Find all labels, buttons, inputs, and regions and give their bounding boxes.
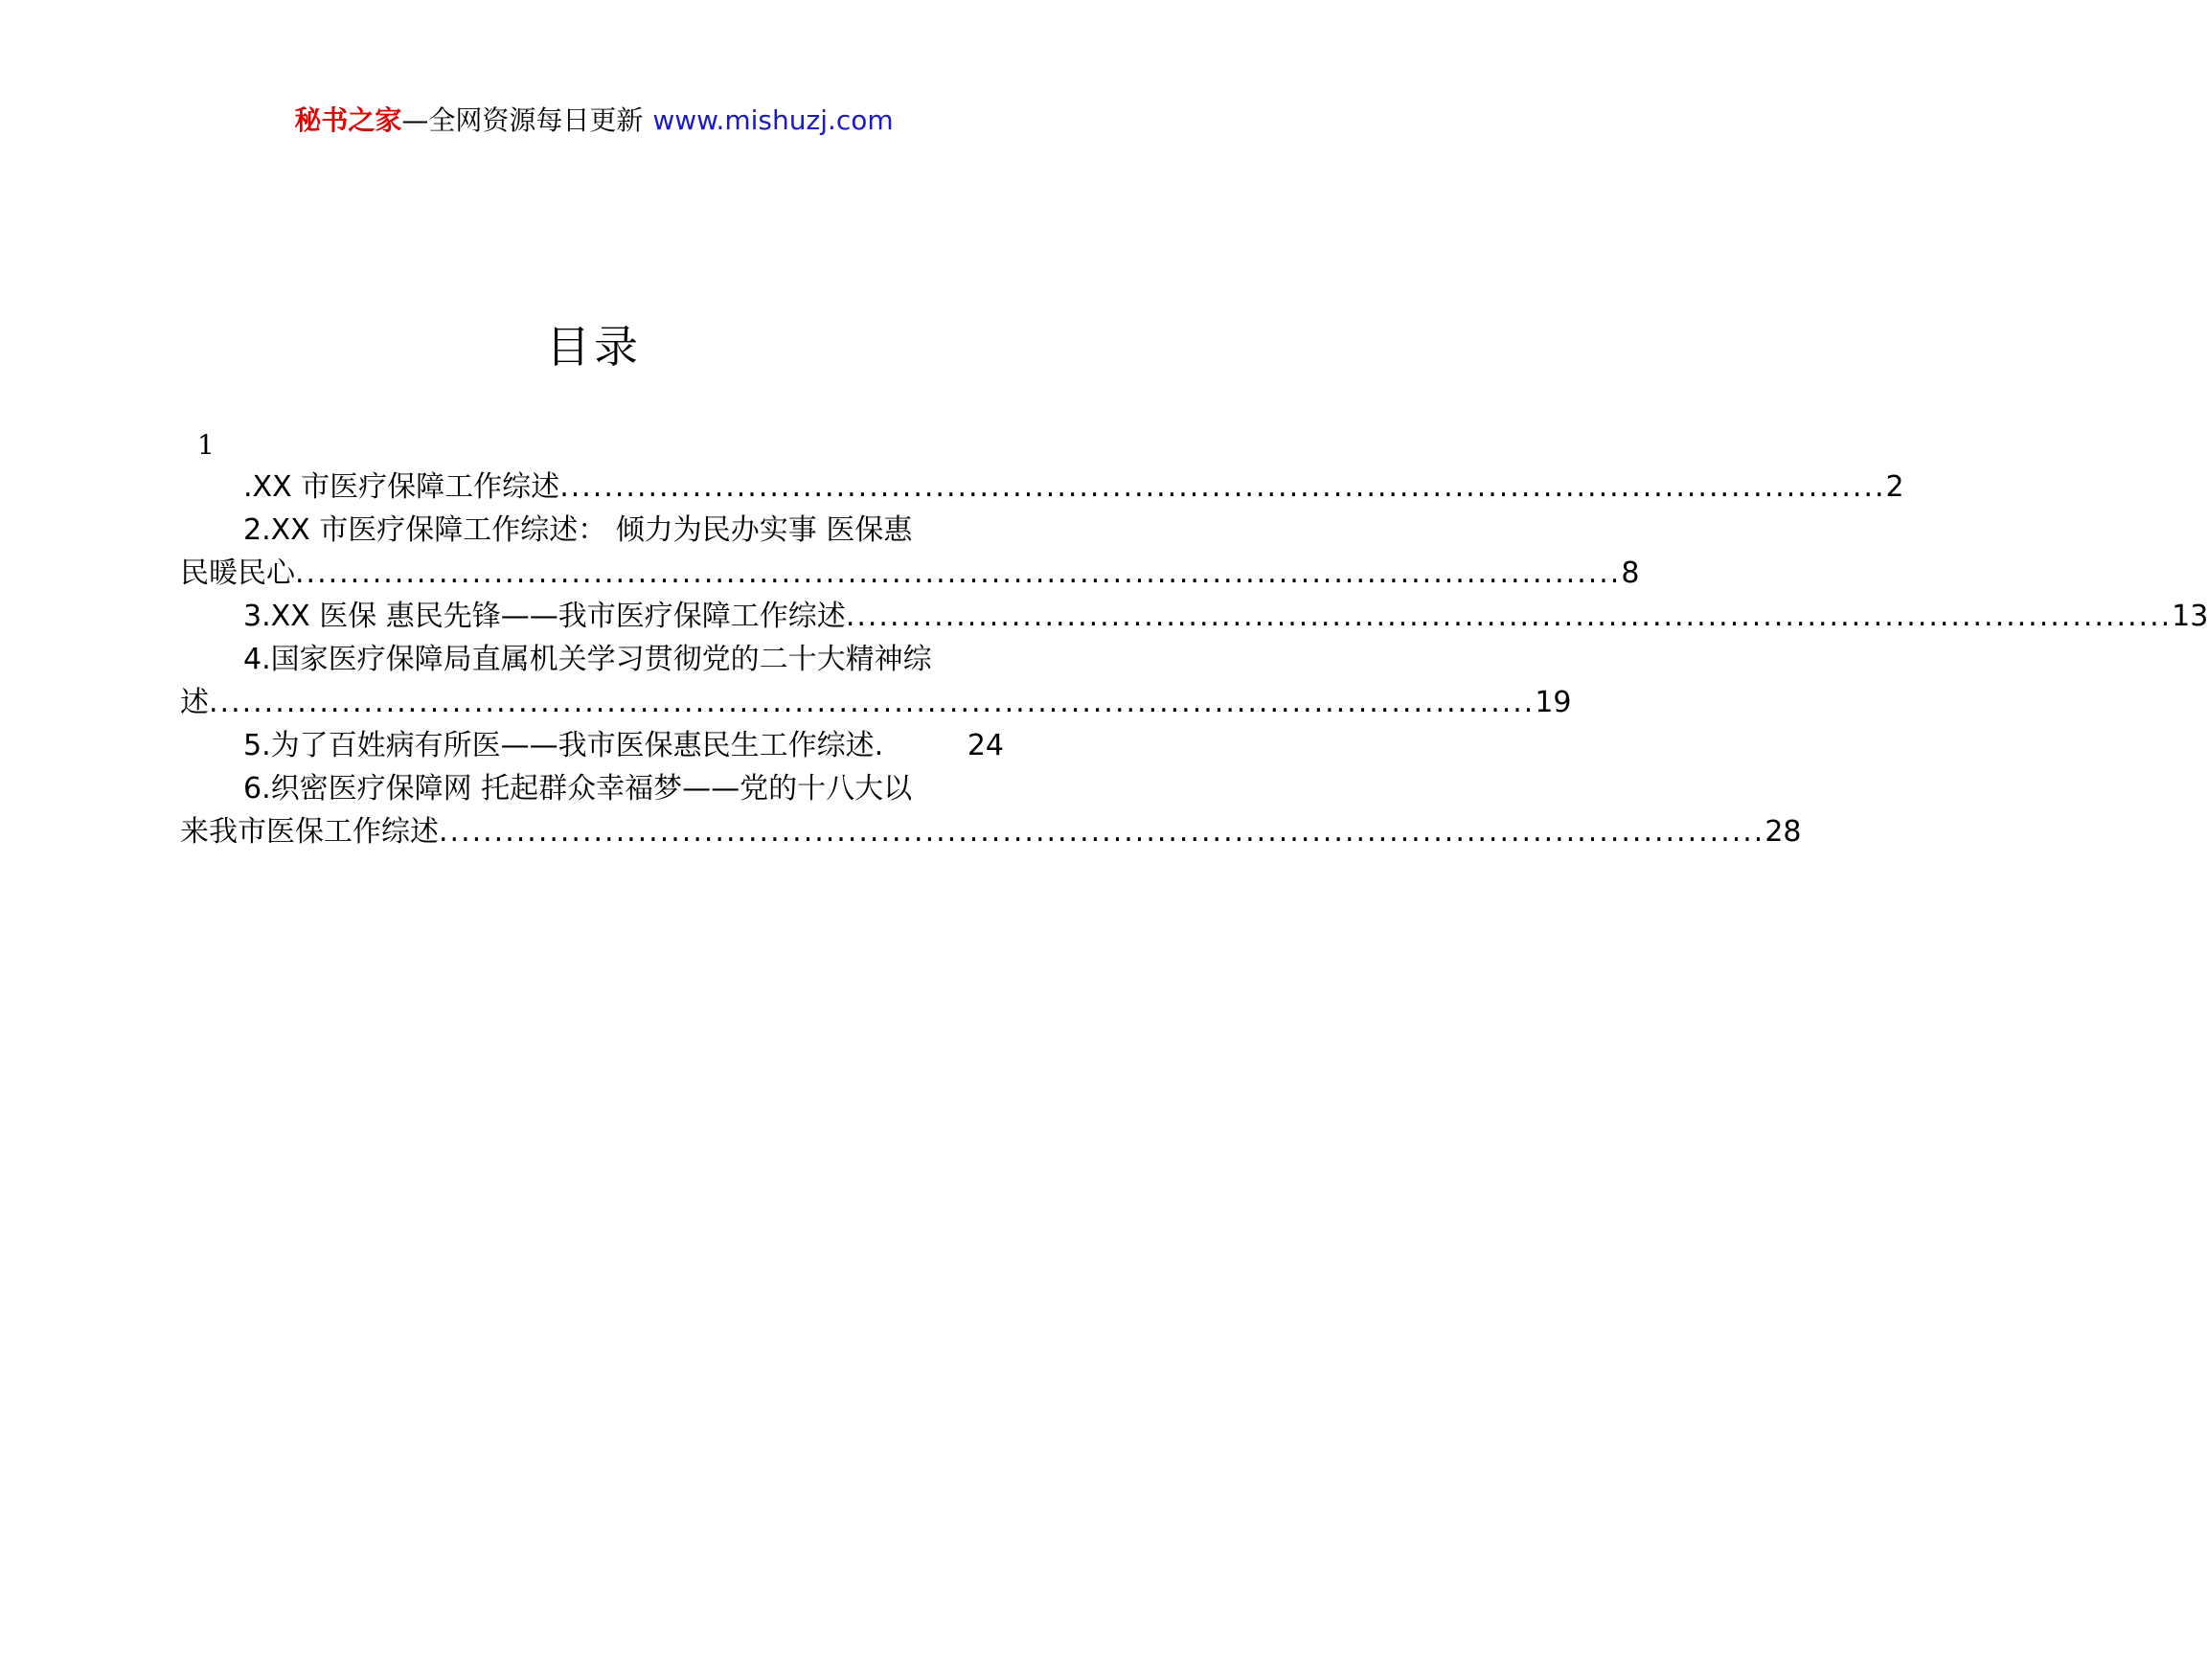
site-header: [0, 100, 1188, 138]
toc-entry-4-line1[interactable]: 4.国家医疗保障局直属机关学习贯彻党的二十大精神综: [243, 643, 932, 676]
toc-entry-4[interactable]: [180, 681, 1572, 724]
toc-entry-2[interactable]: [180, 552, 1640, 595]
toc-page-number: 19: [1535, 686, 1572, 719]
brand-name: 秘书之家: [294, 104, 402, 136]
toc-entry-1[interactable]: [180, 465, 1904, 509]
toc-leader-dots: ........................................................................................................................: [209, 686, 1536, 719]
toc-entry-title: 来我市医保工作综述: [180, 815, 439, 849]
toc-page-number: 28: [1764, 815, 1802, 849]
site-url-link[interactable]: www.mishuzj.com: [652, 104, 894, 136]
header-tagline: —全网资源每日更新: [401, 104, 644, 136]
toc-entry-6[interactable]: [180, 810, 1802, 853]
toc-entry-title: .XX 市医疗保障工作综述: [243, 470, 560, 504]
toc-entry-5[interactable]: [180, 724, 1004, 767]
toc-entry-title: 3.XX 医保 惠民先锋——我市医疗保障工作综述: [243, 600, 846, 633]
toc-leader-dots: ........................................................................................................................: [559, 470, 1886, 504]
toc-leader-dots: ........................................................................................................................: [439, 815, 1765, 849]
toc-entry-2-line1[interactable]: 2.XX 市医疗保障工作综述： 倾力为民办实事 医保惠: [243, 513, 913, 547]
page-title: 目录: [546, 321, 642, 373]
toc-entry-3[interactable]: [180, 595, 2208, 638]
toc-leading-number: 1: [197, 429, 215, 461]
toc-entry-6-line1[interactable]: 6.织密医疗保障网 托起群众幸福梦——党的十八大以: [243, 772, 913, 806]
toc-page-number: 13: [2172, 600, 2208, 633]
toc-entry-title: 民暖民心: [180, 556, 295, 590]
toc-page-number: 2: [1885, 470, 1904, 504]
toc-page-number: 24: [967, 729, 1004, 762]
toc-entry-title: 述: [180, 686, 209, 719]
toc-entry-title: 5.为了百姓病有所医——我市医保惠民生工作综述.: [243, 729, 884, 762]
toc-leader-dots: ........................................................................................................................: [845, 600, 2173, 633]
table-of-contents: [180, 465, 2208, 853]
toc-page-number: 8: [1621, 556, 1640, 590]
toc-leader-dots: ........................................................................................................................: [295, 556, 1622, 590]
